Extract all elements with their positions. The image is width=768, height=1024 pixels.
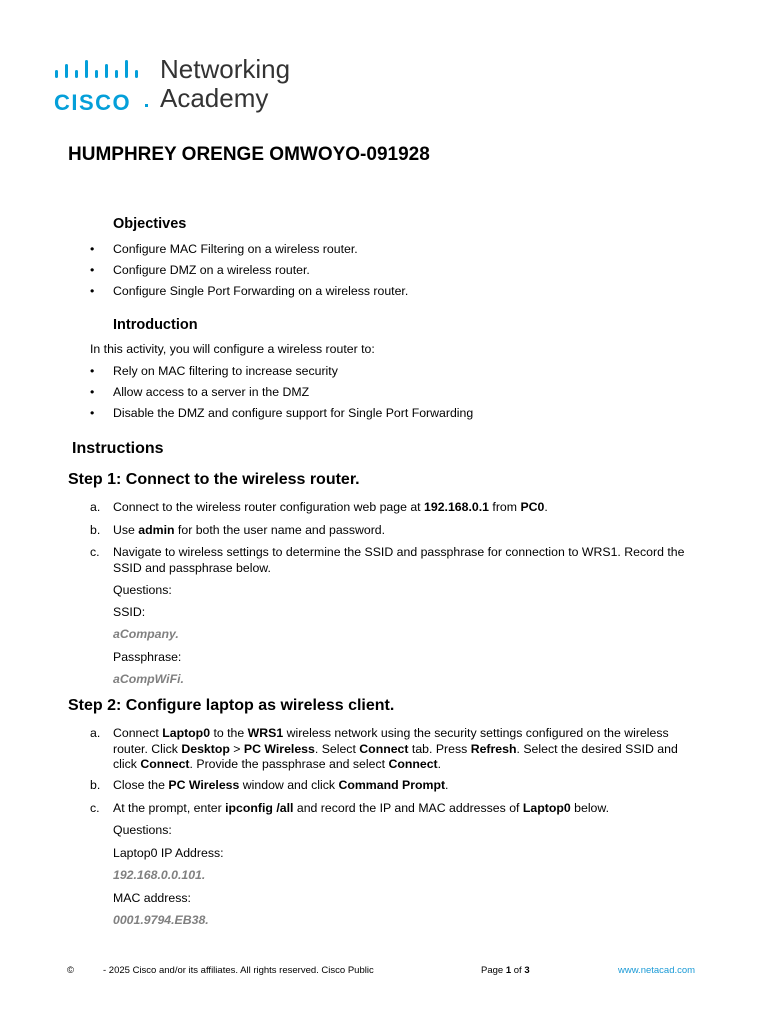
ip-address-answer: 192.168.0.0.101.: [113, 868, 206, 882]
item-text: At the prompt, enter ipconfig /all and record the IP and MAC addresses of Laptop0 below.: [113, 801, 610, 815]
item-letter: c.: [90, 545, 100, 559]
bullet-icon: •: [90, 242, 95, 256]
item-letter: a.: [90, 726, 101, 740]
passphrase-label: Passphrase:: [113, 650, 182, 664]
item-text: Use admin for both the user name and password.: [113, 523, 386, 537]
objective-item: Configure DMZ on a wireless router.: [113, 263, 310, 277]
mac-address-label: MAC address:: [113, 891, 191, 905]
objectives-heading: Objectives: [113, 216, 187, 232]
objective-item: Configure MAC Filtering on a wireless router.: [113, 242, 358, 256]
cisco-wordmark: CISCO: [54, 90, 132, 115]
bullet-icon: •: [90, 263, 95, 277]
introduction-item: Rely on MAC filtering to increase security: [113, 364, 338, 378]
cisco-bridge-icon: [54, 58, 150, 84]
logo-line-academy: Academy: [160, 83, 269, 113]
bullet-icon: •: [90, 385, 95, 399]
item-text: Connect to the wireless router configuration web page at 192.168.0.1 from PC0.: [113, 500, 548, 514]
netacad-link[interactable]: www.netacad.com: [618, 965, 696, 976]
item-text: Connect Laptop0 to the WRS1 wireless network using the security settings configured on the wireless router. Click Desktop > PC Wireless. Select Connect tab. Press Refresh. Select the desired SSID and click Connect. Provide the passphrase and select Connect.: [113, 726, 678, 771]
item-text: Close the PC Wireless window and click Command Prompt.: [113, 778, 449, 792]
ip-address-label: Laptop0 IP Address:: [113, 846, 224, 860]
introduction-heading: Introduction: [113, 317, 198, 333]
cisco-logo: [54, 58, 150, 84]
step2-title: Step 2: Configure laptop as wireless client.: [68, 697, 395, 714]
bullet-icon: •: [90, 284, 95, 298]
bullet-icon: •: [90, 364, 95, 378]
document-title: HUMPHREY ORENGE OMWOYO-091928: [68, 144, 430, 165]
objective-item: Configure Single Port Forwarding on a wireless router.: [113, 284, 409, 298]
bullet-icon: •: [90, 406, 95, 420]
item-letter: c.: [90, 801, 100, 815]
questions-label: Questions:: [113, 583, 172, 597]
item-letter: b.: [90, 778, 101, 792]
instructions-heading: Instructions: [72, 440, 164, 457]
item-letter: a.: [90, 500, 101, 514]
academy-logo-text: [160, 55, 290, 113]
introduction-lead: In this activity, you will configure a wireless router to:: [90, 342, 375, 356]
step1-title: Step 1: Connect to the wireless router.: [68, 471, 360, 488]
ssid-answer: aCompany.: [113, 627, 179, 641]
copyright-text: - 2025 Cisco and/or its affiliates. All rights reserved. Cisco Public: [103, 965, 374, 976]
passphrase-answer: aCompWiFi.: [113, 672, 184, 686]
copyright-symbol: ©: [67, 965, 74, 976]
logo-line-networking: Networking: [160, 54, 291, 84]
page-number: Page 1 of 3: [481, 965, 530, 976]
questions-label: Questions:: [113, 823, 172, 837]
introduction-item: Disable the DMZ and configure support for Single Port Forwarding: [113, 406, 474, 420]
item-text: Navigate to wireless settings to determine the SSID and passphrase for connection to WRS1. Record the SSID and passphrase below.: [113, 545, 685, 575]
mac-address-answer: 0001.9794.EB38.: [113, 913, 209, 927]
item-letter: b.: [90, 523, 101, 537]
cisco-wordmark-dot: [145, 104, 148, 107]
ssid-label: SSID:: [113, 605, 146, 619]
introduction-item: Allow access to a server in the DMZ: [113, 385, 310, 399]
